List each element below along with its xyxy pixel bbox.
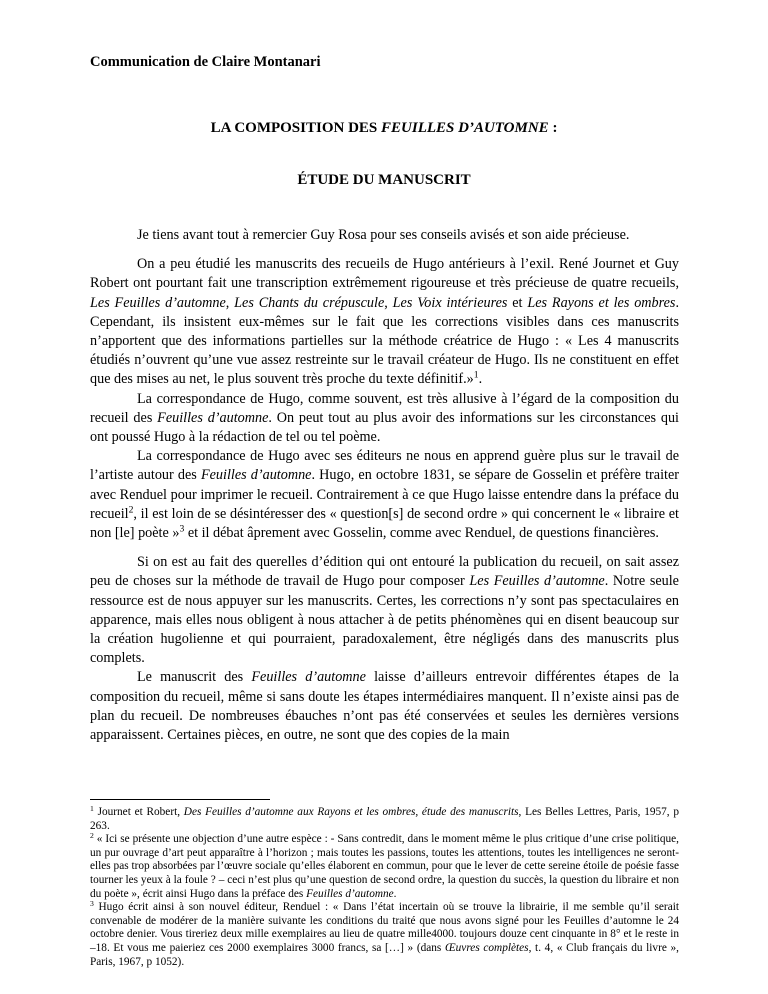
p5-text-a: Si on est au fait des querelles d’édition qui ont entouré la publication du recueil, on sait assez peu de choses sur la méthode de travail de Hugo pour composer [90,554,679,590]
footnote-3-text-b: , t. 4, « Club français du livre », Paris, 1967, p 1052). [90,941,679,968]
p4-text-c: , il est loin de se désintéresser des « question[s] de second ordre » qui concernent le « libraire et non [le] poète » [90,505,679,542]
footnote-3-title: Œuvres complètes [445,941,529,954]
title-prefix: LA COMPOSITION DES [210,120,382,136]
p5-text-b: . Notre seule ressource est de nous appuyer sur les manuscrits. Certes, les corrections n’y sont pas spectaculaires en apparence, mais elles nous obligent à nous attacher à de petits phénomènes qui en disent beaucoup sur la création hugolienne et qui pourraient, paradoxalement, être négligés dans des manuscrits plus complets. [90,573,679,667]
footnote-ref-3[interactable]: 3 [179,523,185,535]
p2-title-1: Les Feuilles d’automne [90,294,226,311]
body-text [90,226,679,745]
p2-title-2: Les Chants du crépuscule [234,294,385,311]
page-subtitle: ÉTUDE DU MANUSCRIT [297,172,471,188]
p2-sep-1: , [225,294,235,311]
p6-text-a: Le manuscrit des [137,669,252,686]
title-suffix: : [548,120,558,136]
footnote-3-text-a: Hugo écrit ainsi à son nouvel éditeur, Renduel : « Dans l’état incertain où se trouve la librairie, il me semble qu’il serait convenable de modérer de la manière suivante les conditions du traité que nous avons signé pour les Feuilles d’automne le 24 octobre denier. Vous tireriez deux mille exemplaires au lieu de quatre mille4000. toujours douze cent cinquante in 8° et le reste in –18. Et vous me paieriez ces 2000 exemplaires 3000 francs, sa […] » (dans [90,901,679,954]
footnote-2-number: 2 [90,830,94,840]
paragraph-querelles [90,553,679,668]
p2-title-3: Les Voix intérieures [392,294,508,311]
p2-title-4: Les Rayons et les ombres [527,294,676,311]
p3-text-a: La correspondance de Hugo, comme souvent, est très allusive à l’égard de la composition du recueil des [90,390,679,426]
page-title [0,120,768,137]
footnote-1 [90,803,679,833]
footnote-1-text-b: , Les Belles Lettres, Paris, 1957, p 263. [90,806,679,832]
footnote-3-number: 3 [90,898,94,908]
title-italic: FEUILLES D’AUTOMNE [381,120,549,136]
footnote-3 [90,898,679,969]
p6-title: Feuilles d’automne [251,669,366,686]
p4-text-d: et il débat âprement avec Gosselin, comme avec Renduel, de questions financières. [184,525,659,542]
footnote-1-title: Des Feuilles d’automne aux Rayons et les ombres, étude des manuscrits [183,806,519,818]
footnote-2-text-a: « Ici se présente une objection d’une autre espèce : - Sans contredit, dans le moment même le plus critique d’une crise politique, un pur ouvrage d’art peut apparaître à l’horizon ; mais toutes les passions, toutes les attentions, toutes les intelligences ne seront-elles pas trop absorbées par l’œuvre sociale qu’elles élaborent en commun, pour que le lever de cette sereine étoile de poésie fasse tourner les yeux à la foule ? – ceci n’est plus qu’une question de second ordre, la question du succès, la question du libraire et non du poète », écrit ainsi Hugo dans la préface des [90,833,679,900]
paragraph-manuscrit [90,668,679,745]
p5-title: Les Feuilles d’automne [469,573,605,590]
footnote-divider [90,799,270,800]
p2-sep-2: , [384,294,393,311]
p2-text-a: On a peu étudié les manuscrits des recueils de Hugo antérieurs à l’exil. René Journet et Guy Robert ont pourtant fait une transcription extrêmement rigoureuse et très précieuse de quatre recueils, [90,256,679,292]
footnote-ref-2[interactable]: 2 [128,504,134,516]
paragraph-thanks: Je tiens avant tout à remercier Guy Rosa pour ses conseils avisés et son aide précieuse. [137,227,630,243]
footnote-2-title: Feuilles d’automne [306,887,394,900]
footnote-ref-1[interactable]: 1 [473,370,479,382]
p4-text-b: . Hugo, en octobre 1831, se sépare de Gosselin et préfère traiter avec Renduel pour imprimer le recueil. Contrairement à ce que Hugo laisse entendre dans la préface du recueil [90,467,679,522]
footnotes [90,803,679,969]
p3-text-b: . On peut tout au plus avoir des informations sur les circonstances qui ont poussé Hugo à la rédaction de tel ou tel poème. [90,409,679,446]
author-line: Communication de Claire Montanari [90,54,321,70]
p3-title: Feuilles d’automne [157,409,269,426]
p2-text-b: . Cependant, ils insistent eux-mêmes sur le fait que les corrections visibles dans ces manuscrits n’apportent que des informations partielles sur la méthode créatrice de Hugo : « Les 4 manuscrits étudiés n’ouvrent qu’une vue assez restreinte sur le travail créateur de Hugo. Ils ne constituent en effet que des mises au net, le plus souvent très proche du texte définitif.» [90,294,679,388]
p2-sep-3: et [507,294,528,311]
paragraph-editeurs [90,447,679,543]
footnote-1-text-a: Journet et Robert, [93,806,184,818]
p4-title: Feuilles d’automne [200,467,312,484]
paragraph-correspondance [90,390,679,448]
paragraph-manuscripts [90,255,679,389]
p2-end: . [478,371,483,388]
footnote-2 [90,830,679,901]
footnote-2-text-b: . [393,887,397,900]
footnote-1-number: 1 [90,803,94,813]
p4-text-a: La correspondance de Hugo avec ses éditeurs ne nous en apprend guère plus sur le travail de l’artiste autour des [90,448,679,484]
p6-text-b: laisse d’ailleurs entrevoir différentes étapes de la composition du recueil, même si sans doute les étapes intermédiaires manquent. Il n’existe ainsi pas de plan du recueil. De nombreuses ébauches n’ont pas été conservées et seules les dernières versions apparaissent. Certaines pièces, en outre, ne sont que des copies de la main [90,669,679,744]
